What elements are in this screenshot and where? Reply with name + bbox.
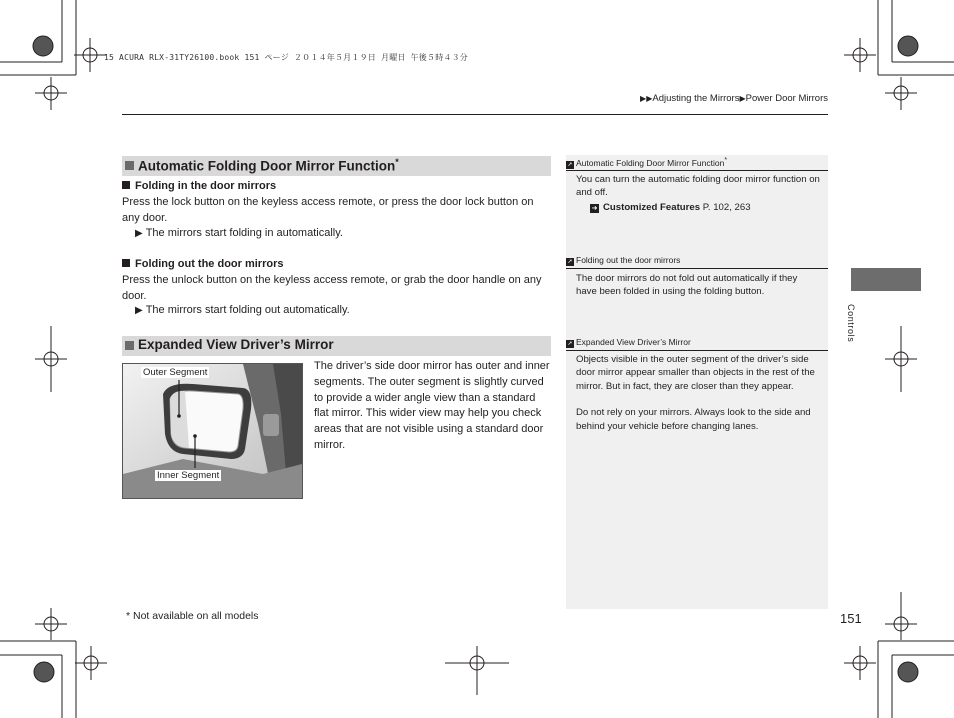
page-number: 151 xyxy=(840,611,862,626)
note-heading-text: Automatic Folding Door Mirror Function xyxy=(576,157,725,168)
result-arrow-icon: ▶ xyxy=(135,228,143,239)
section-square-icon xyxy=(125,161,134,170)
note-folding-out: The door mirrors do not fold out automatically if they have been folded in using the folding button. xyxy=(576,273,798,298)
expanded-view-text: The driver’s side door mirror has outer and inner segments. The outer segment is slightly curved to provide a wider angle view than a standard flat mirror. This wider view may help you check areas that are not visible using a standard door mirror. xyxy=(314,360,550,451)
section-title: Expanded View Driver’s Mirror xyxy=(138,337,334,352)
subheading-text: Folding out the door mirrors xyxy=(135,258,284,270)
folding-in-result xyxy=(135,227,343,239)
label-outer-segment: Outer Segment xyxy=(143,367,208,378)
note-heading-text: Expanded View Driver’s Mirror xyxy=(576,337,691,347)
folding-out-text: Press the unlock button on the keyless access remote, or grab the door handle on any door. xyxy=(122,274,542,302)
result-text: The mirrors start folding in automatically. xyxy=(145,227,343,239)
xref-label[interactable]: Customized Features xyxy=(603,201,701,213)
footnote: * Not available on all models xyxy=(126,610,259,622)
xref-pages[interactable]: P. 102, 263 xyxy=(702,201,751,213)
result-arrow-icon: ▶ xyxy=(135,305,143,316)
chapter-tab-text: Controls xyxy=(846,304,856,343)
note-icon: ➚ xyxy=(567,341,573,347)
note-heading-expanded-view xyxy=(566,337,828,348)
xref-arrow-icon: ➜ xyxy=(591,204,598,212)
subheading-folding-out xyxy=(122,258,284,270)
print-header: 15 ACURA RLX-31TY26100.book 151 ページ ２０１４年５月１９日 月曜日 午後５時４３分 xyxy=(104,53,469,62)
note-text: Objects visible in the outer segment of the driver’s side door mirror appear smaller than objects in the rest of the mirror. But in fact, they are closer than they appear. xyxy=(576,354,815,392)
section-heading-expanded-view xyxy=(122,336,551,356)
section-title: Automatic Folding Door Mirror Function xyxy=(138,158,396,174)
square-bullet-icon xyxy=(122,259,130,267)
folding-out-result xyxy=(135,304,350,316)
asterisk: * xyxy=(724,157,728,164)
note-icon: ➚ xyxy=(567,259,573,265)
note-heading-text: Folding out the door mirrors xyxy=(576,255,681,265)
square-bullet-icon xyxy=(122,181,130,189)
note-text: You can turn the automatic folding door mirror function on and off. xyxy=(576,174,820,199)
breadcrumb xyxy=(640,93,828,104)
section-heading-auto-fold xyxy=(122,156,551,176)
subheading-folding-in xyxy=(122,180,276,192)
note-heading-auto-fold xyxy=(566,157,828,169)
cross-reference[interactable] xyxy=(590,201,820,214)
label-inner-segment: Inner Segment xyxy=(157,470,220,481)
asterisk: * xyxy=(395,157,399,167)
note-rule xyxy=(566,170,828,171)
chapter-tab[interactable] xyxy=(851,268,921,291)
header-rule xyxy=(122,114,828,115)
mirror-illustration xyxy=(122,363,303,499)
note-text: Do not rely on your mirrors. Always look to the side and behind your vehicle before changing lanes. xyxy=(576,407,811,432)
note-rule xyxy=(566,350,828,351)
chapter-tab-label xyxy=(848,290,868,350)
note-auto-fold xyxy=(576,173,820,214)
breadcrumb-current: Power Door Mirrors xyxy=(745,93,828,104)
note-icon: ➚ xyxy=(567,161,573,168)
result-text: The mirrors start folding out automatically. xyxy=(145,304,350,316)
subheading-text: Folding in the door mirrors xyxy=(135,180,277,192)
note-rule xyxy=(566,268,828,269)
folding-in-text: Press the lock button on the keyless access remote, or press the door lock button on any door. xyxy=(122,196,534,224)
breadcrumb-marker: ▶▶ xyxy=(640,94,653,103)
section-square-icon xyxy=(125,341,134,350)
note-heading-folding-out xyxy=(566,255,828,266)
breadcrumb-parent[interactable]: Adjusting the Mirrors xyxy=(652,93,740,104)
note-expanded-view xyxy=(576,353,820,433)
breadcrumb-separator: ▶ xyxy=(739,94,746,103)
